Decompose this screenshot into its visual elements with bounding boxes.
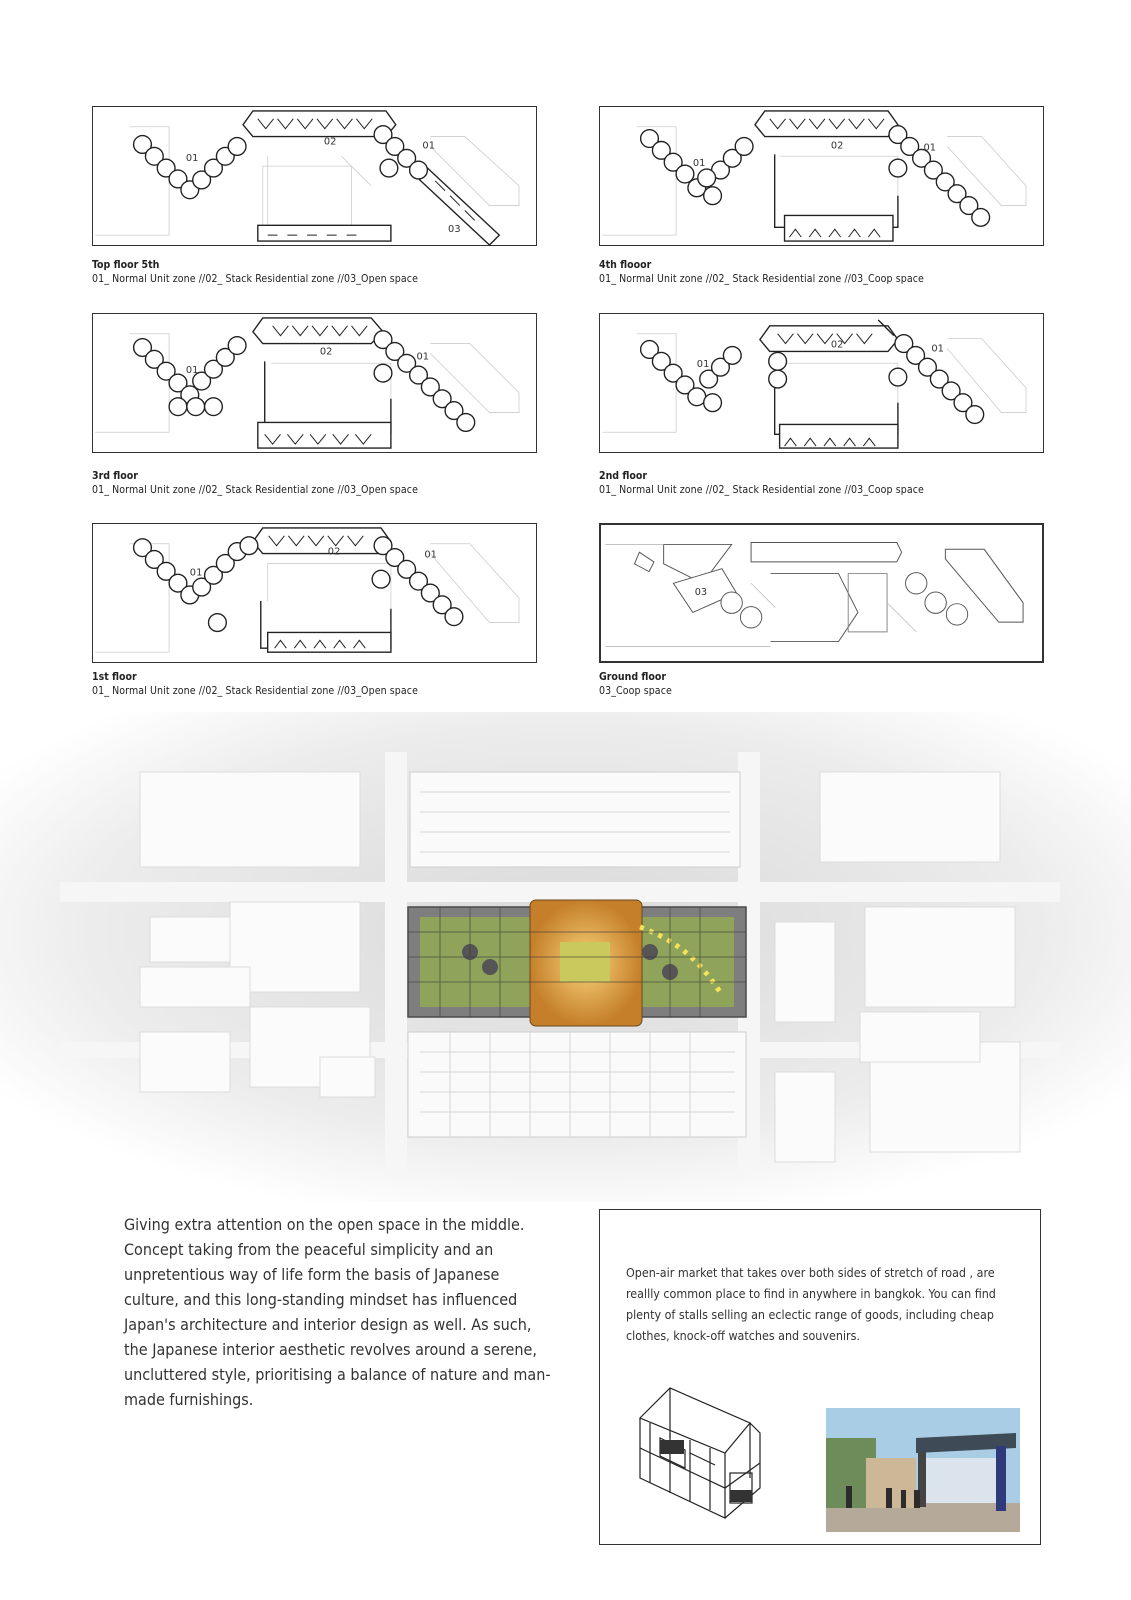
caption-top-floor [92, 258, 418, 286]
market-paragraph: Open-air market that takes over both sides of stretch of road , are reallly common place to find in anywhere in bangkok. You can find plenty of stalls selling an eclectic range of goods, including cheap clothes, knock-off watches and souvenirs. [626, 1265, 996, 1343]
caption-title: Ground floor [599, 671, 667, 683]
caption-title: 1st floor [92, 671, 137, 683]
market-panel [599, 1209, 1041, 1545]
plan-ground-label-03: 03 [694, 586, 708, 598]
plan-1st-label-01-right: 01 [424, 549, 437, 561]
plan-2nd-label-02: 02 [830, 339, 844, 351]
plan-2nd-label-01-right: 01 [931, 343, 944, 355]
plan-2nd-label-01-left: 01 [696, 359, 710, 371]
plan-1st-label-01-left: 01 [189, 567, 203, 579]
plan-top-label-02: 02 [323, 136, 337, 148]
plan-1st-floor [92, 523, 537, 663]
plan-4th-label-02: 02 [830, 140, 844, 152]
plan-top-floor-drawing [93, 107, 536, 245]
plan-2nd-floor-drawing [600, 314, 1043, 452]
caption-1st-floor [92, 670, 418, 698]
plan-3rd-label-01-right: 01 [416, 351, 430, 363]
plan-top-label-01-left: 01 [185, 153, 199, 165]
caption-3rd-floor [92, 469, 418, 497]
caption-2nd-floor [599, 469, 924, 497]
concept-paragraph: Giving extra attention on the open space in the middle. Concept taking from the peaceful simplicity and an unpretentious way of life form the basis of Japanese culture, and this long-standing mindset has influenced Japan's architecture and interior design as well. As such, the Japanese interior aesthetic revolves around a serene, uncluttered style, prioritising a balance of nature and man-made furnishings. [124, 1215, 551, 1409]
plan-2nd-floor [599, 313, 1044, 453]
caption-zones: 01_ Normal Unit zone //02_ Stack Residential zone //03_Open space [92, 273, 419, 285]
plan-ground-floor-drawing [601, 525, 1042, 661]
plan-3rd-label-01-left: 01 [185, 365, 199, 377]
caption-title: 3rd floor [92, 470, 138, 482]
plan-3rd-label-02: 02 [319, 346, 333, 358]
plan-1st-label-02: 02 [327, 546, 341, 558]
caption-zones: 01_ Normal Unit zone //02_ Stack Residential zone //03_Open space [92, 484, 419, 496]
plan-3rd-floor [92, 313, 537, 453]
plan-4th-floor-drawing [600, 107, 1043, 245]
plan-1st-floor-drawing [93, 524, 536, 662]
plan-top-label-01-right: 01 [422, 140, 435, 152]
caption-4th-floor [599, 258, 924, 286]
caption-ground-floor [599, 670, 672, 698]
aerial-render-drawing [0, 712, 1131, 1202]
plan-ground-floor [599, 523, 1044, 663]
central-building [408, 900, 746, 1026]
market-stall-sketch [630, 1378, 780, 1530]
plan-3rd-floor-drawing [93, 314, 536, 452]
caption-title: 2nd floor [599, 470, 647, 482]
caption-zones: 03_Coop space [599, 685, 672, 697]
caption-title: 4th flooor [599, 259, 652, 271]
plan-top-floor [92, 106, 537, 246]
plan-top-label-03: 03 [448, 224, 461, 236]
market-stall-sketch-drawing [630, 1378, 780, 1530]
caption-zones: 01_ Normal Unit zone //02_ Stack Residential zone //03_Coop space [599, 484, 924, 496]
market-photo [826, 1408, 1020, 1532]
caption-title: Top floor 5th [92, 259, 160, 271]
caption-zones: 01_ Normal Unit zone //02_ Stack Residential zone //03_Open space [92, 685, 419, 697]
plan-4th-label-01-right: 01 [923, 142, 937, 154]
market-photo-drawing [826, 1408, 1020, 1532]
plan-4th-label-01-left: 01 [692, 158, 706, 170]
caption-zones: 01_ Normal Unit zone //02_ Stack Residential zone //03_Coop space [599, 273, 924, 285]
plan-4th-floor [599, 106, 1044, 246]
aerial-render [0, 712, 1131, 1202]
